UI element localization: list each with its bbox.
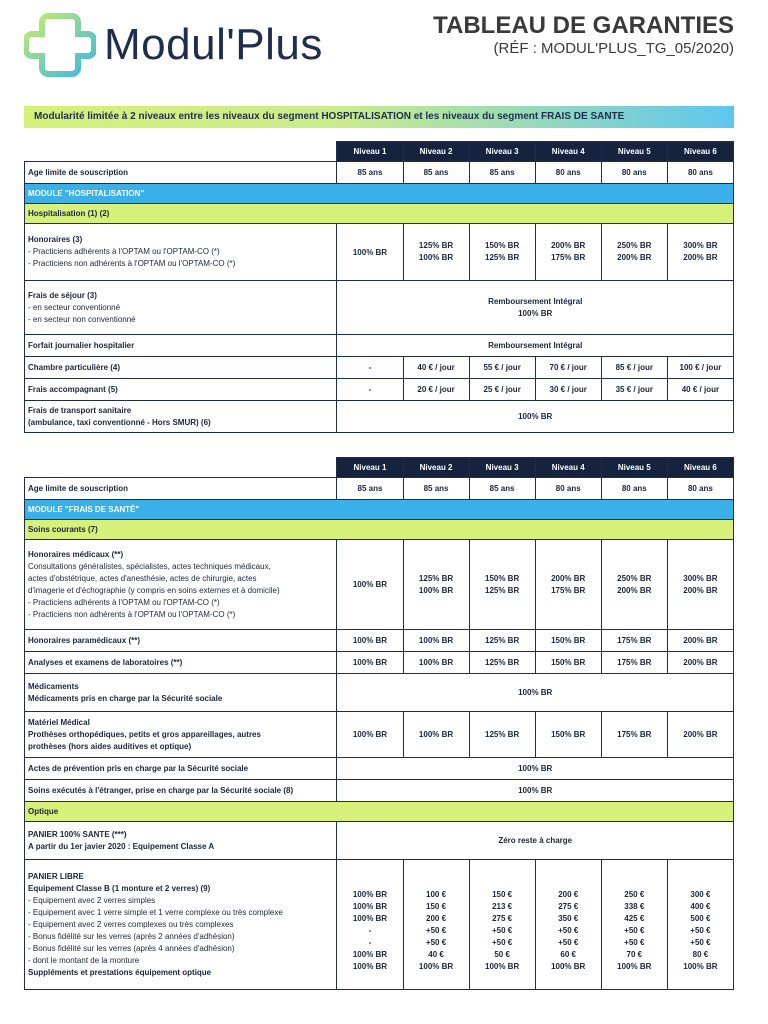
optam-value: 200% BR <box>551 573 586 583</box>
optique-value: 100% BR <box>418 961 454 971</box>
non-optam-value: 175% BR <box>551 253 586 262</box>
optique-item-label: Suppléments et prestations équipement optique <box>28 967 212 977</box>
section-title: Hospitalisation (1) (2) <box>25 204 734 224</box>
value-cell: 150% BR <box>535 630 601 652</box>
optique-value: - <box>368 937 372 947</box>
age-row <box>25 162 734 184</box>
optique-value: 40 € <box>428 949 444 959</box>
level-header: Niveau 3 <box>469 142 535 162</box>
value-cell <box>667 224 733 281</box>
paramedicaux-row <box>25 630 734 652</box>
materiel-line: Prothèses orthopédiques, petits et gros appareillages, autres <box>28 729 261 739</box>
optam-label: - Practiciens adhérents à l'OPTAM ou l'OPTAM-CO (*) <box>28 247 220 256</box>
value-cell <box>601 224 667 281</box>
value-cell: 80 ans <box>601 162 667 184</box>
optique-value: 60 € <box>560 949 576 959</box>
optique-value: 213 € <box>492 901 513 911</box>
row-label: Age limite de souscription <box>25 162 337 184</box>
etranger-row <box>25 780 734 802</box>
modularity-banner: Modularité limitée à 2 niveaux entre les niveaux du segment HOSPITALISATION et les niveaux du segment FRAIS DE SANTE <box>24 106 734 128</box>
levels-header-row <box>25 458 734 478</box>
module-title: MODULE "FRAIS DE SANTÉ" <box>25 500 734 520</box>
section-title: Optique <box>25 802 734 822</box>
honoraires-medicaux-row <box>25 540 734 630</box>
optique-level-cell <box>601 860 667 990</box>
panier-100-title: PANIER 100% SANTE (***) <box>28 829 127 839</box>
optique-value: +50 € <box>425 925 447 935</box>
optique-value: 100% BR <box>352 913 388 923</box>
row-label: Frais accompagnant (5) <box>25 379 337 401</box>
optique-value: 100% BR <box>617 961 652 971</box>
optique-value: 100 € <box>426 889 447 899</box>
optique-value: 100% BR <box>352 901 388 911</box>
level-header: Niveau 4 <box>535 458 601 478</box>
non-optam-value: 125% BR <box>485 253 520 262</box>
merged-value-cell: 100% BR <box>337 758 734 780</box>
optique-item-label: - Equipement avec 2 verres complexes ou très complexes <box>28 919 234 929</box>
value-cell: 100 € / jour <box>667 357 733 379</box>
value-cell: 100% BR <box>337 652 403 674</box>
value-cell: 85 € / jour <box>601 357 667 379</box>
value-cell: 125% BR <box>469 712 535 758</box>
medicaux-desc: d'imagerie et d'échographie (y compris en soins externes et à domicile) <box>28 585 280 595</box>
optique-value: 100% BR <box>352 961 388 971</box>
optique-value: +50 € <box>492 925 513 935</box>
row-label: Soins exécutés à l'étranger, prise en charge par la Sécurité sociale (8) <box>25 780 337 802</box>
value-cell: 30 € / jour <box>535 379 601 401</box>
optique-level-cell <box>337 860 403 990</box>
non-conv-label: - en secteur non conventionné <box>28 314 136 324</box>
optam-value: 300% BR <box>683 573 718 583</box>
medicaments-row <box>25 674 734 712</box>
levels-header-row <box>25 142 734 162</box>
optique-item-label: - Bonus fidélité sur les verres (après 2 années d'adhésion) <box>28 931 235 941</box>
row-label <box>25 712 337 758</box>
optique-value: 200 € <box>558 889 579 899</box>
value-cell: 125% BR <box>469 630 535 652</box>
optique-value: 100% BR <box>352 889 388 899</box>
non-optam-value: 200% BR <box>617 253 652 262</box>
optam-value: 125% BR <box>418 241 454 250</box>
optique-value: 400 € <box>690 901 711 911</box>
value-cell: 70 € / jour <box>535 357 601 379</box>
medical-cross-logo-icon <box>24 12 96 78</box>
value-cell: 100% BR <box>337 224 403 281</box>
row-label <box>25 401 337 433</box>
optam-label: - Practiciens adhérents à l'OPTAM ou l'OPTAM-CO (*) <box>28 597 220 607</box>
optique-value: 350 € <box>558 913 579 923</box>
value-cell: 85 ans <box>403 162 469 184</box>
section-row <box>25 802 734 822</box>
optique-value: 425 € <box>624 913 645 923</box>
row-label: Honoraires paramédicaux (**) <box>25 630 337 652</box>
value-cell: 175% BR <box>601 712 667 758</box>
optique-value: 150 € <box>492 889 513 899</box>
panier-libre-row <box>25 860 734 990</box>
level-header: Niveau 6 <box>667 458 733 478</box>
value-cell: 125% BR <box>469 652 535 674</box>
brand-logo-text: Modul'Plus <box>104 20 323 69</box>
level-header: Niveau 2 <box>403 142 469 162</box>
row-label <box>25 224 337 281</box>
optique-value: 250 € <box>624 889 645 899</box>
optique-value: - <box>368 925 372 935</box>
value-cell: 85 ans <box>337 162 403 184</box>
section-row <box>25 204 734 224</box>
value-cell: 100% BR <box>337 540 403 630</box>
value-cell: 35 € / jour <box>601 379 667 401</box>
non-optam-label: - Practiciens non adhérents à l'OPTAM ou l'OPTAM-CO (*) <box>28 609 236 619</box>
materiel-line: prothèses (hors aides auditives et optique) <box>28 741 192 751</box>
row-label: Actes de prévention pris en charge par la Sécurité sociale <box>25 758 337 780</box>
blank-cell <box>25 458 337 478</box>
value-cell <box>469 224 535 281</box>
optique-value: 70 € <box>626 949 643 959</box>
level-header: Niveau 5 <box>601 458 667 478</box>
optique-value: +50 € <box>624 925 645 935</box>
age-row <box>25 478 734 500</box>
value-cell: 100% BR <box>403 630 469 652</box>
row-label: Forfait journalier hospitalier <box>25 335 337 357</box>
level-header: Niveau 3 <box>469 458 535 478</box>
value-cell: 85 ans <box>469 162 535 184</box>
optique-value: 338 € <box>624 901 645 911</box>
non-optam-value: 175% BR <box>551 585 586 595</box>
value-cell: 40 € / jour <box>667 379 733 401</box>
optique-value: +50 € <box>624 937 645 947</box>
value-cell: 85 ans <box>469 478 535 500</box>
optique-item-label: - Bonus fidélité sur les verres (après 4 années d'adhésion) <box>28 943 235 953</box>
value-cell: 85 ans <box>403 478 469 500</box>
merged-value-cell <box>337 281 734 335</box>
value-cell <box>535 540 601 630</box>
value-cell: 80 ans <box>601 478 667 500</box>
non-optam-label: - Practiciens non adhérents à l'OPTAM ou l'OPTAM-CO (*) <box>28 259 236 268</box>
value-cell: 100% BR <box>337 630 403 652</box>
optique-level-cell <box>535 860 601 990</box>
optique-value: 100% BR <box>352 949 388 959</box>
level-header: Niveau 6 <box>667 142 733 162</box>
value-cell: 175% BR <box>601 652 667 674</box>
hospitalisation-table <box>24 141 734 433</box>
value-cell: 175% BR <box>601 630 667 652</box>
value-cell <box>403 540 469 630</box>
merged-value: 100% BR <box>518 308 553 318</box>
value-cell: 80 ans <box>667 478 733 500</box>
optique-value: +50 € <box>425 937 447 947</box>
row-label <box>25 674 337 712</box>
prevention-row <box>25 758 734 780</box>
optique-item-label: - Equipement avec 1 verre simple et 1 verre complexe ou très complexe <box>28 907 283 917</box>
panier-100-row <box>25 822 734 860</box>
merged-value-cell: 100% BR <box>337 674 734 712</box>
merged-value-cell: 100% BR <box>337 401 734 433</box>
optique-value: 80 € <box>692 949 709 959</box>
forfait-row <box>25 335 734 357</box>
optique-value: 100% BR <box>683 961 718 971</box>
value-cell: 200% BR <box>667 652 733 674</box>
optique-value: 150 € <box>426 901 447 911</box>
level-header: Niveau 5 <box>601 142 667 162</box>
optique-value: 200 € <box>426 913 447 923</box>
non-optam-value: 200% BR <box>683 585 718 595</box>
value-cell: 85 ans <box>337 478 403 500</box>
panier-libre-sub: Equipement Classe B (1 monture et 2 verres) (9) <box>28 883 211 893</box>
value-cell: 150% BR <box>535 652 601 674</box>
module-title: MODULE "HOSPITALISATION" <box>25 184 734 204</box>
value-cell: 80 ans <box>535 162 601 184</box>
sejour-row <box>25 281 734 335</box>
honoraires-row <box>25 224 734 281</box>
optique-level-cell <box>403 860 469 990</box>
value-cell: 25 € / jour <box>469 379 535 401</box>
non-optam-value: 100% BR <box>418 253 454 262</box>
value-cell: 20 € / jour <box>403 379 469 401</box>
non-optam-value: 100% BR <box>418 585 454 595</box>
value-cell <box>469 540 535 630</box>
optam-value: 300% BR <box>683 241 718 250</box>
conv-label: - en secteur conventionné <box>28 302 121 312</box>
value-cell <box>403 224 469 281</box>
value-cell: - <box>337 357 403 379</box>
optam-value: 250% BR <box>617 573 652 583</box>
row-label: Age limite de souscription <box>25 478 337 500</box>
panier-libre-title: PANIER LIBRE <box>28 871 84 881</box>
optique-value: +50 € <box>558 937 579 947</box>
optique-value: +50 € <box>492 937 513 947</box>
medicaux-desc: Consultations généralistes, spécialistes, actes techniques médicaux, <box>28 561 271 571</box>
optique-value: 300 € <box>690 889 711 899</box>
page-title: TABLEAU DE GARANTIES <box>433 12 734 39</box>
section-title: Soins courants (7) <box>25 520 734 540</box>
level-header: Niveau 1 <box>337 142 403 162</box>
optique-value: +50 € <box>690 925 711 935</box>
transport-line: Frais de transport sanitaire <box>28 405 132 415</box>
analyses-row <box>25 652 734 674</box>
non-optam-value: 200% BR <box>617 585 652 595</box>
medicaments-title: Médicaments <box>28 681 79 691</box>
optique-value: +50 € <box>558 925 579 935</box>
merged-value-cell: 100% BR <box>337 780 734 802</box>
value-cell: 40 € / jour <box>403 357 469 379</box>
value-cell: 100% BR <box>337 712 403 758</box>
optique-value: +50 € <box>690 937 711 947</box>
row-label <box>25 540 337 630</box>
chambre-row <box>25 357 734 379</box>
panier-100-sub: A partir du 1er javier 2020 : Equipement Classe A <box>28 841 215 851</box>
value-cell: 100% BR <box>403 712 469 758</box>
non-optam-value: 125% BR <box>485 585 520 595</box>
value-cell: 100% BR <box>403 652 469 674</box>
transport-line: (ambulance, taxi conventionné - Hors SMUR) (6) <box>28 417 211 427</box>
materiel-title: Matériel Médical <box>28 717 90 727</box>
merged-value-cell: Remboursement Intégral <box>337 335 734 357</box>
row-label: Chambre particulière (4) <box>25 357 337 379</box>
transport-row <box>25 401 734 433</box>
medicaments-sub: Médicaments pris en charge par la Sécurité sociale <box>28 693 223 703</box>
optam-value: 200% BR <box>551 241 586 250</box>
honoraires-title: Honoraires (3) <box>28 235 83 244</box>
optique-value: 50 € <box>494 949 510 959</box>
optique-value: 100% BR <box>551 961 586 971</box>
optam-value: 125% BR <box>418 573 454 583</box>
value-cell: 150% BR <box>535 712 601 758</box>
merged-value: Remboursement Intégral <box>488 296 583 306</box>
optique-value: 275 € <box>558 901 579 911</box>
value-cell <box>601 540 667 630</box>
value-cell: 200% BR <box>667 712 733 758</box>
level-header: Niveau 4 <box>535 142 601 162</box>
value-cell <box>535 224 601 281</box>
optique-item-label: - dont le montant de la monture <box>28 955 140 965</box>
optique-item-label: - Equipement avec 2 verres simples <box>28 895 156 905</box>
blank-cell <box>25 142 337 162</box>
row-label <box>25 860 337 990</box>
optam-value: 250% BR <box>617 241 652 250</box>
row-label <box>25 281 337 335</box>
medicaux-title: Honoraires médicaux (**) <box>28 549 124 559</box>
value-cell <box>667 540 733 630</box>
materiel-row <box>25 712 734 758</box>
non-optam-value: 200% BR <box>683 253 718 262</box>
frais-sante-table <box>24 457 734 990</box>
value-cell: 80 ans <box>667 162 733 184</box>
optique-value: 275 € <box>492 913 513 923</box>
value-cell: - <box>337 379 403 401</box>
level-header: Niveau 1 <box>337 458 403 478</box>
sejour-title: Frais de séjour (3) <box>28 290 97 300</box>
value-cell: 200% BR <box>667 630 733 652</box>
optique-level-cell <box>469 860 535 990</box>
section-row <box>25 520 734 540</box>
merged-value-cell: Zéro reste à charge <box>337 822 734 860</box>
optique-value: 500 € <box>690 913 711 923</box>
module-row <box>25 184 734 204</box>
module-row <box>25 500 734 520</box>
value-cell: 55 € / jour <box>469 357 535 379</box>
optique-level-cell <box>667 860 733 990</box>
medicaux-desc: actes d'obstétrique, actes d'anesthésie, actes de chirurgie, actes <box>28 573 257 583</box>
optam-value: 150% BR <box>485 573 520 583</box>
page-reference: (RÉF : MODUL'PLUS_TG_05/2020) <box>493 40 734 57</box>
row-label: Analyses et examens de laboratoires (**) <box>25 652 337 674</box>
value-cell: 80 ans <box>535 478 601 500</box>
row-label <box>25 822 337 860</box>
level-header: Niveau 2 <box>403 458 469 478</box>
optique-value: 100% BR <box>485 961 520 971</box>
optam-value: 150% BR <box>485 241 520 250</box>
accompagnant-row <box>25 379 734 401</box>
page-header <box>0 0 768 100</box>
